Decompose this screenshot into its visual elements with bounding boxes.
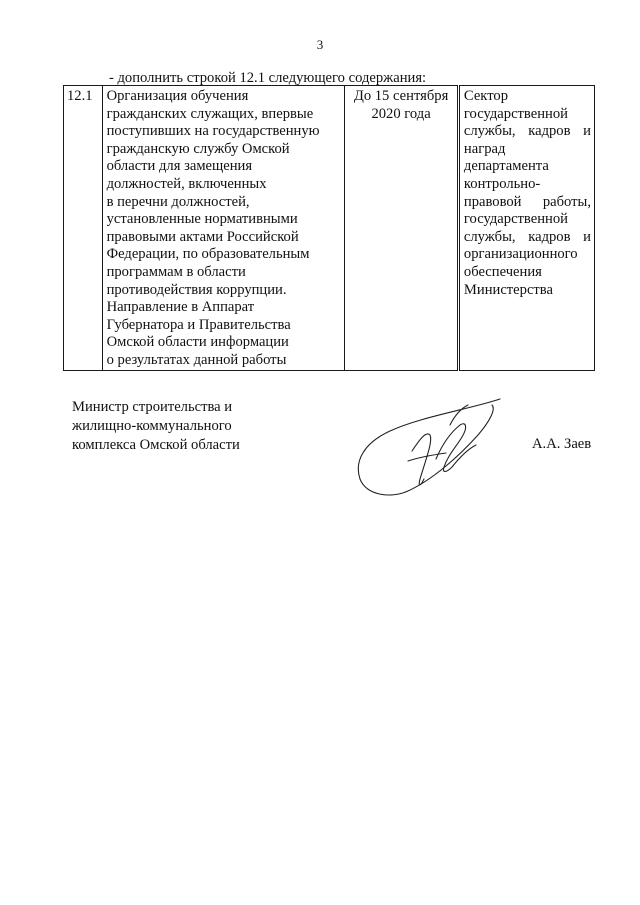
responsible-line: обеспечения	[463, 263, 542, 280]
row-number-cell: 12.1	[64, 86, 103, 371]
table-row	[64, 86, 595, 371]
responsible-line: государственной	[463, 105, 568, 122]
position-line: комплекса Омской области	[72, 437, 240, 453]
row-deadline-cell	[345, 86, 459, 371]
responsible-line: правовой работы,	[463, 193, 591, 210]
responsible-line: организационного	[463, 246, 578, 263]
handwritten-signature	[350, 395, 530, 505]
deadline-line: До 15 сентября	[353, 88, 449, 104]
text-line: поступивших на государственную	[106, 123, 320, 140]
text-line: Губернатора и Правительства	[106, 316, 291, 333]
text-line: установленные нормативными	[106, 211, 298, 228]
position-line: Министр строительства и	[72, 399, 233, 415]
deadline-line: 2020 года	[371, 105, 431, 122]
responsible-line: Сектор	[463, 88, 508, 104]
signatory-name: А.А. Заев	[532, 436, 592, 452]
text-line: о результатах данной работы	[106, 351, 287, 368]
responsible-line: наград	[463, 140, 506, 157]
text-line: должностей, включенных	[106, 175, 267, 192]
text-line: в перечни должностей,	[106, 193, 250, 210]
signatory-position	[72, 398, 240, 455]
text-line: Организация обучения	[106, 88, 249, 104]
text-line: Омской области информации	[106, 334, 289, 351]
responsible-line: Министерства	[463, 281, 553, 298]
page-number: 3	[316, 37, 324, 52]
responsible-line: службы, кадров и	[463, 123, 591, 140]
amendment-table	[63, 85, 595, 371]
position-line: жилищно-коммунального	[72, 418, 232, 434]
responsible-line: контрольно-	[463, 175, 541, 192]
text-line: программам в области	[106, 263, 246, 280]
row-text-cell	[102, 86, 345, 371]
text-line: правовыми актами Российской	[106, 228, 299, 245]
responsible-line: службы, кадров и	[463, 228, 591, 245]
row-responsible-cell	[458, 86, 594, 371]
text-line: гражданских служащих, впервые	[106, 105, 314, 122]
responsible-line: государственной	[463, 211, 568, 228]
text-line: Направление в Аппарат	[106, 299, 255, 316]
text-line: Федерации, по образовательным	[106, 246, 310, 263]
text-line: гражданскую службу Омской	[106, 140, 290, 157]
text-line: противодействия коррупции.	[106, 281, 287, 298]
responsible-line: департамента	[463, 158, 549, 175]
intro-text: - дополнить строкой 12.1 следующего содержания:	[109, 70, 427, 86]
text-line: области для замещения	[106, 158, 253, 175]
